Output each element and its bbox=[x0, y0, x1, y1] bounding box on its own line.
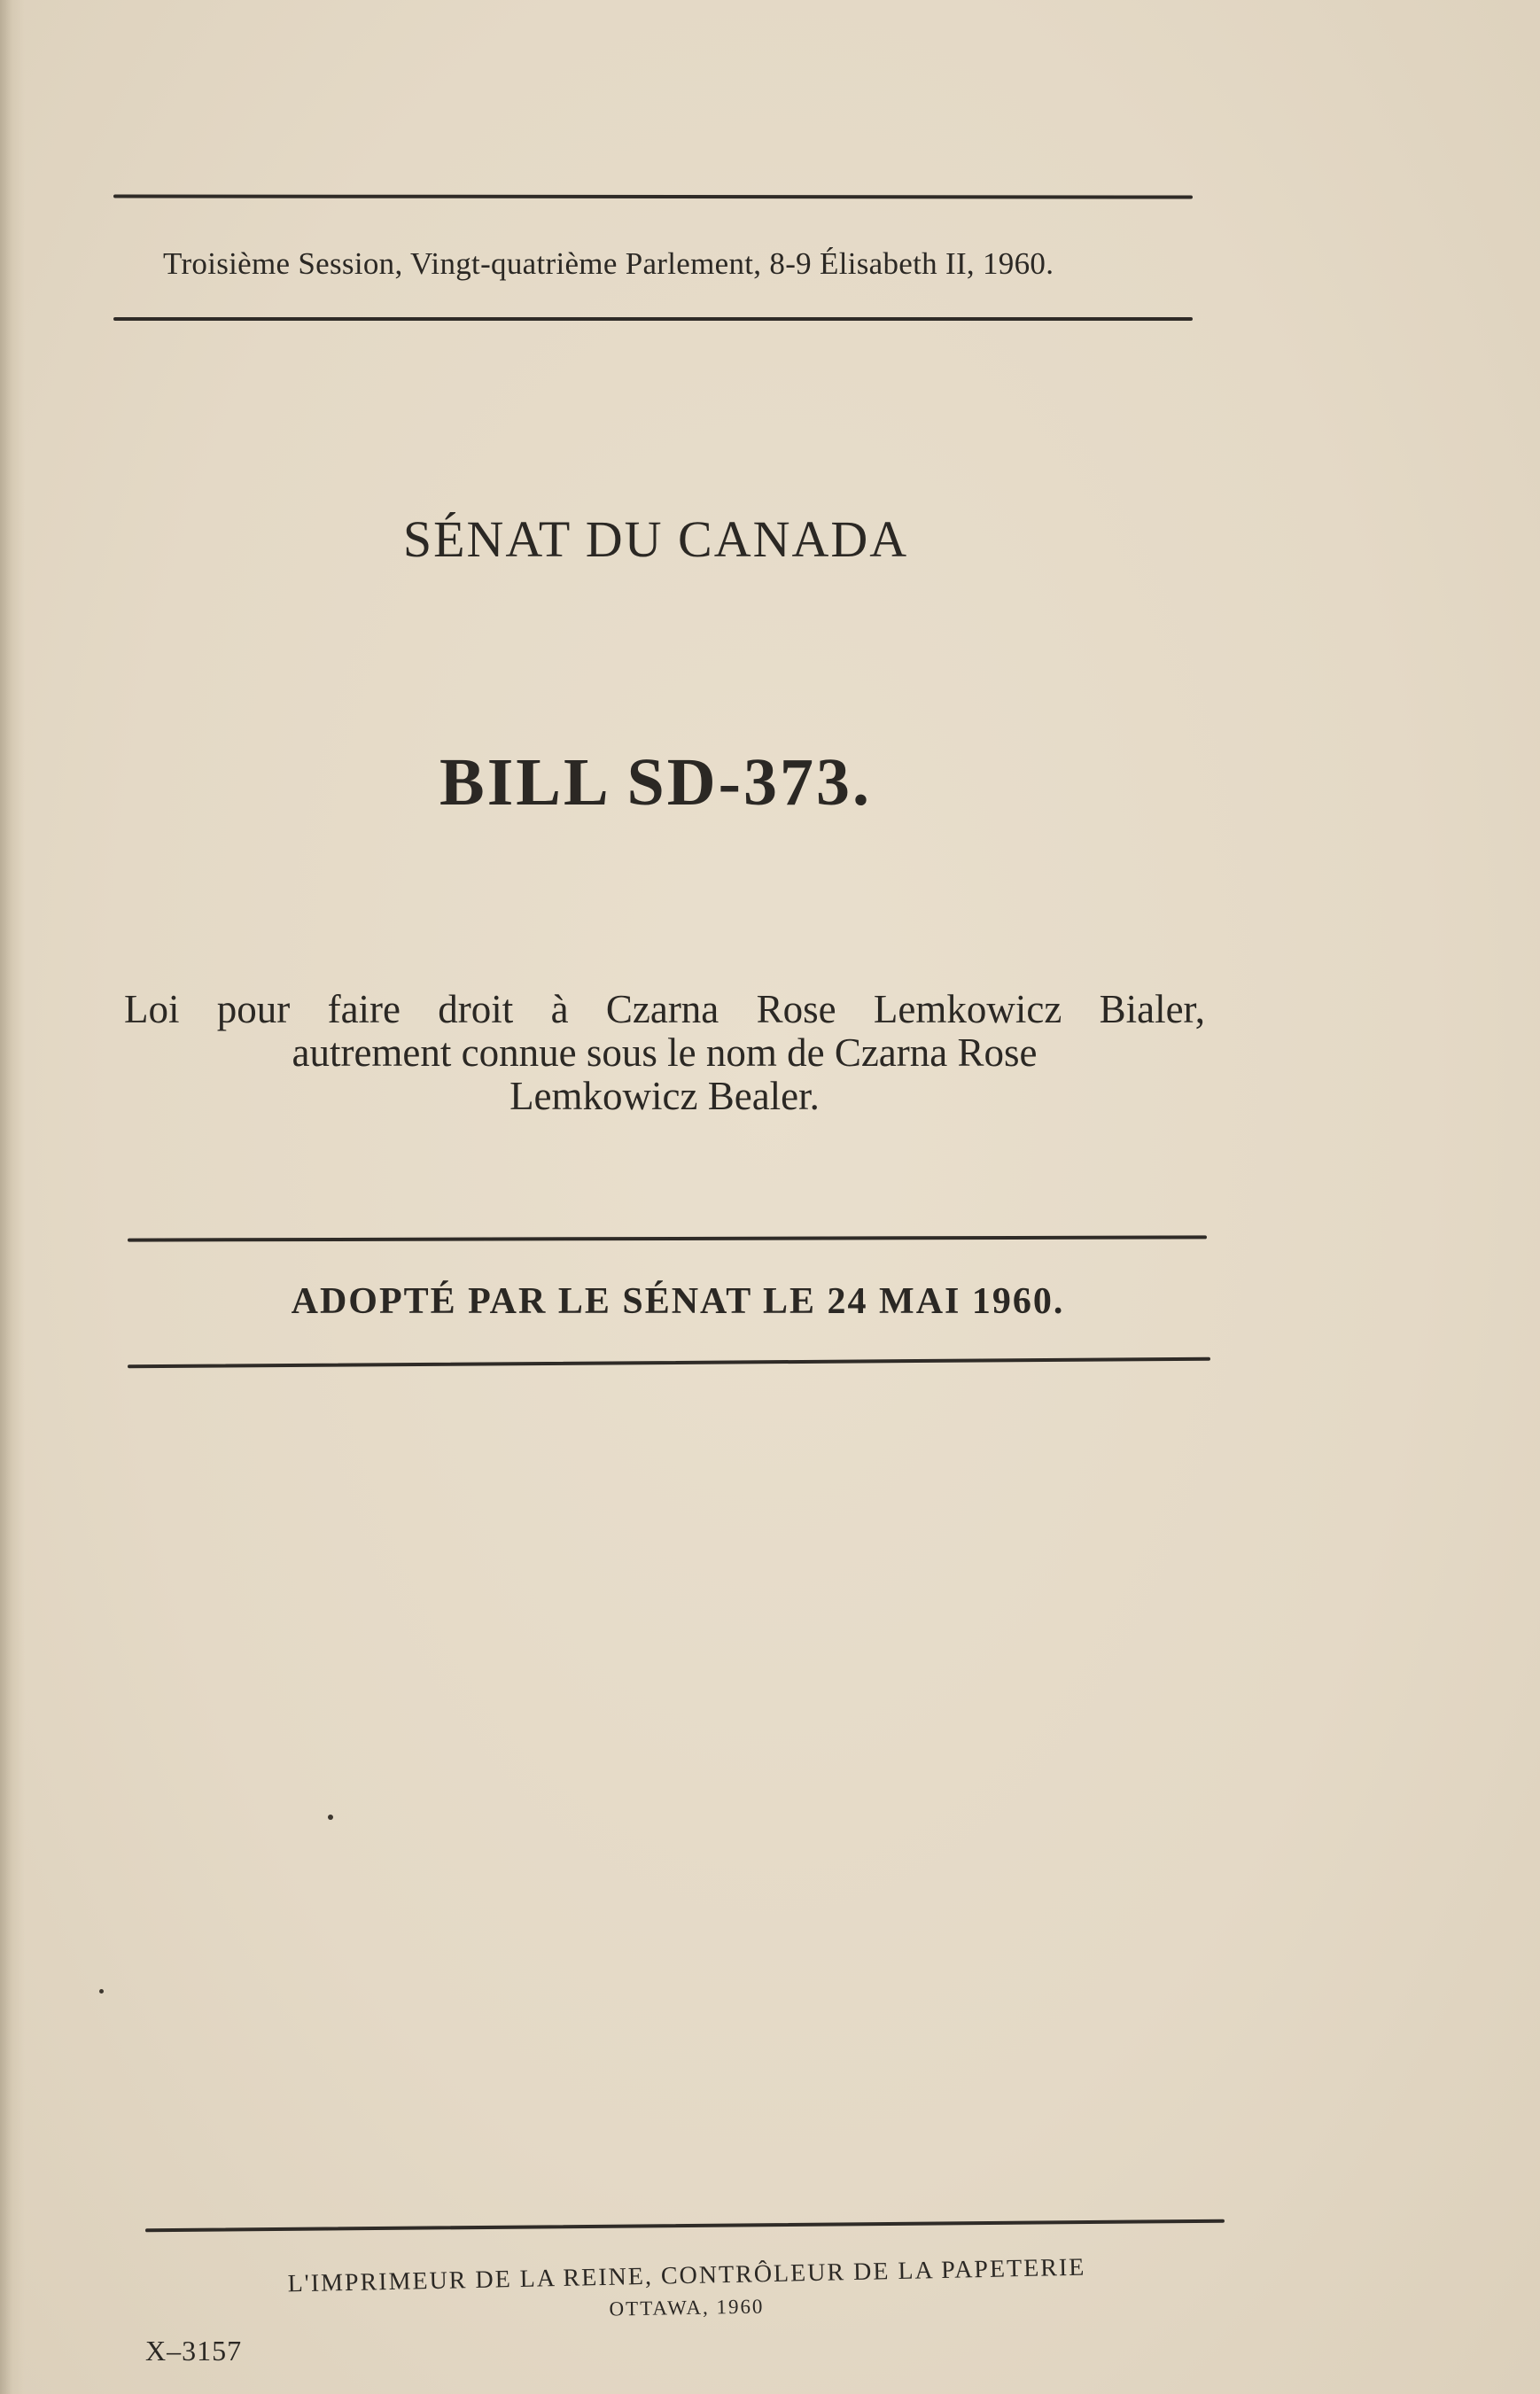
session-line: Troisième Session, Vingt-quatrième Parlement, 8-9 Élisabeth II, 1960. bbox=[163, 246, 1054, 281]
description-line-1: Loi pour faire droit à Czarna Rose Lemkowicz Bialer, bbox=[124, 987, 1205, 1031]
printer-city-year: OTTAWA, 1960 bbox=[609, 2295, 765, 2320]
chamber-title: SÉNAT DU CANADA bbox=[402, 510, 909, 568]
description-line-3: Lemkowicz Bealer. bbox=[509, 1074, 820, 1118]
ink-speck bbox=[328, 1815, 333, 1820]
adoption-status: ADOPTÉ PAR LE SÉNAT LE 24 MAI 1960. bbox=[291, 1281, 1065, 1322]
bill-number: BILL SD-373. bbox=[439, 745, 872, 820]
description-line-2: autrement connue sous le nom de Czarna Rose bbox=[292, 1030, 1038, 1075]
printer-imprint: L'IMPRIMEUR DE LA REINE, CONTRÔLEUR DE LA PAPETERIE bbox=[287, 2253, 1086, 2298]
header-bottom-rule bbox=[113, 317, 1193, 321]
bill-description bbox=[124, 988, 1205, 1118]
binding-edge-shadow bbox=[0, 0, 25, 2394]
form-code: X–3157 bbox=[145, 2335, 243, 2367]
ink-speck bbox=[99, 1989, 104, 1994]
